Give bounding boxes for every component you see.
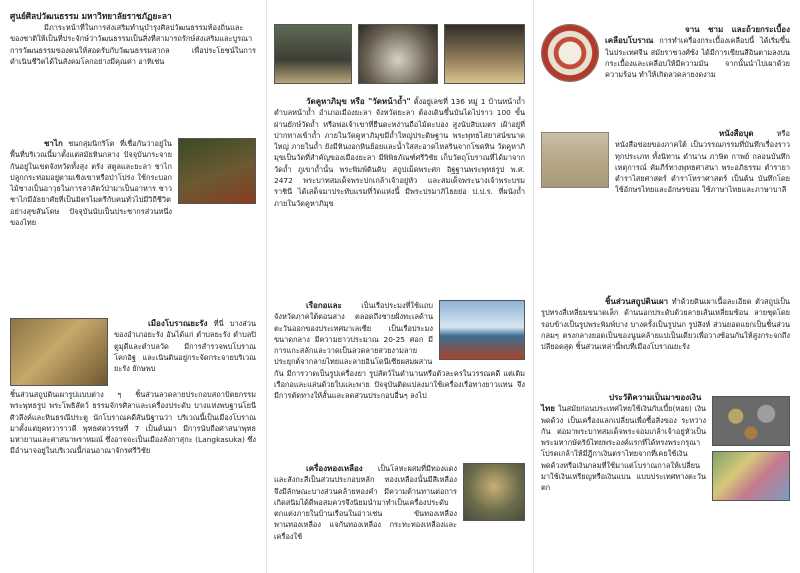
chao-text: ชนกลุ่มนิกริโต ที่เชื่อกันว่าอยู่ในพื้นที่บริเวณนี้มาตั้งแต่สมัยหินกลาง ปัจจุบันกระจายกันอยู่ในเขตจังหวัดทั้งสุง ตรัง สตูลและยะลา ชาไกปลูกกระท่อมอยู่ตามเชิงเขาหรือป่าโปร่ง ใช้กระบอกไม้ซางเป็นอาวุธในการล่าสัตว์ป่ามาเป็นอาหาร ชาวชาไกมีอัธยาศัยที่เป็นมิตรไมตรีกับคนทั่วไปมีวิถีชีวิตอย่างสุขสันโดษ ปัจจุบันนับเป็นประชากรส่วนหนึ่งของไทย xyxy=(10,139,172,228)
book-heading: หนังสือบุด xyxy=(719,129,754,138)
stupa-section xyxy=(541,296,790,352)
yarang-text-a: ที่นี่ บางส่วนของอำเภอยะรัง อันได้แก่ ตำบลยะรัง ตำบลปิตูมุดีและตำบลวัด มีการสำรวจพบโบราณโคกอิฐ และเนินดินอยู่กระจัดกระจายบริเวณยะรัง ยักษพบ xyxy=(114,319,256,374)
culture-center-title: ศูนย์ศิลปวัฒนธรรม มหาวิทยาลัยราชภัฏยะลา xyxy=(10,11,172,21)
wat-heading: วัดคูหาภิมุข หรือ "วัดหน้าถ้ำ" xyxy=(306,97,411,106)
boat-text: เป็นเรือประมงที่ใช้แถบจังหวัดภาคใต้ตอนล่าง ตลอดถึงชายฝั่งทะเลด้านตะวันออกของประเทศมาเลเซีย เป็นเรือประมงขนาดกลาง มีความยาวประมาณ 20-25 ศอก มีการแกะสลักและวาดเป็นลวดลายสวยงามลายประยุกต์จากลายไทยและลายอินโดนีเซียผสมผสานกัน มีการวาดเป็นรูปเครื่องยา รูปสัตว์ในตำนานหรือตัวละครในวรรณคดี แต่เดิมเรือกอและแล่นด้วยใบและพาย ปัจจุบันติดแปลงมาใช้เครื่องเรือทางยาวแทน จึงมีการตัดทางให้สั้นและลดส่วนประกอบอื่นๆ ลงไป xyxy=(274,301,525,401)
yarang-photo xyxy=(10,318,108,386)
chao-heading: ชาไก xyxy=(44,139,63,148)
chao-section xyxy=(10,138,256,228)
boat-section xyxy=(274,300,525,402)
brass-photo xyxy=(463,463,525,521)
ceramic-section xyxy=(541,24,790,85)
boat-heading: เรือกอและ xyxy=(306,301,342,310)
book-text: หรือหนังสือข่อยของภาคใต้ เป็นวรรณกรรมที่บันทึกเรื่องราวทุกประเภท ทั้งนิทาน ตำนาน ภาษิต กาพย์ กลอนบันทึกเหตุการณ์ คัมภีร์ทางพุทธศาสนา พระอภิธรรม ตำรายา ตำราไสยศาสตร์ ตำราโหราศาสตร์ เป็นต้น บันทึกโดยใช้อักษรไทยและอักษรขอม ใช้ภาษาไทยและภาษาบาลี xyxy=(615,129,790,195)
book-photo xyxy=(541,132,609,188)
coins-photo xyxy=(712,396,790,446)
column-middle xyxy=(266,0,533,573)
column-right xyxy=(533,0,800,573)
stupa-heading: ชิ้นส่วนสถูปดินเผา xyxy=(605,297,669,306)
money-heading: ประวัติความเป็นมาของเงินไทย xyxy=(541,393,702,414)
yarang-text-b: ชิ้นส่วนสถูปดินเผารูปแบบต่าง ๆ ชิ้นส่วนลวดลายประกอบสถาปัตยกรรม พระพุทธรูป พระโพธิสัตว์ ธรรมจักรศิลาและเครื่องประดับ บางแห่งพบฐานโยนีศิวลึงค์และหินธรณีประตู นักโบราณคดีสันนิฐานว่า บริเวณนี้เป็นเมืองโบราณมาตั้งแต่ยุคทวาราวดี พุทธศตวรรษที่ 7 เป็นต้นมา มีการนับถือศาสนาพุทธมหายานและศาสนาพราหมณ์ ซึ่งอาจจะเป็นเมืองลังกาสุกะ (Langkasuka) ซึ่งมีอำนาจอยู่ในบริเวณนี้ก่อนอาณาจักรศรีวิชัย xyxy=(10,390,256,456)
brass-section xyxy=(274,463,525,542)
boat-photo xyxy=(439,300,525,360)
banknotes-photo xyxy=(712,451,790,501)
brass-text: เป็นโลหะผสมที่มีทองแดงและสังกะสีเป็นส่วนประกอบหลัก ทองเหลืองนั้นมีสีเหลือง จึงมีลักษณะบางส่วนคล้ายทองคำ มีความต้านทานต่อการเกิดสนิมได้ดีพอสมควรจึงนิยมนำมาทำเป็นเครื่องประดับตกแต่งภายในบ้านเรือนในอ่าวเช่น ขันทองเหลือง พานทองเหลือง แจกันทองเหลือง กระทะทองเหลืองและเครื่องใช้ xyxy=(274,464,457,541)
money-section xyxy=(541,392,790,505)
column-left xyxy=(0,0,266,573)
culture-center-section xyxy=(10,10,256,67)
wat-photo-2 xyxy=(358,24,438,84)
wat-photo-strip xyxy=(274,24,525,87)
wat-photo-1 xyxy=(274,24,352,84)
wat-section xyxy=(274,96,525,209)
money-photos xyxy=(712,396,790,502)
book-section xyxy=(541,128,790,196)
yarang-section xyxy=(10,318,256,457)
wat-text: ตั้งอยู่เลขที่ 136 หมู่ 1 บ้านหน้าถ้ำ ตำบลหน้าถ้ำ อำเภอเมืองยะลา จังหวัดยะลา ต้องเดินขึ้นบันไดไปราว 100 ขั้น ผ่านยักษ์วัดถ้ำ หรือพ่อเจ้าเขาที่ยืนตะหง่านถือไม้ตะบอง สูงนับสิบเมตร เฝ้าอยู่ที่ปากทางเข้าถ้ำ ภายในวัดคูหาภิมุขมีถ้ำใหญ่ประดิษฐาน พระพุทธไสยาสน์ขนาดใหญ่ ภายในถ้ำ ยังมีหินงอกหินย้อยและน้ำใสสะอาดไหลรินจากโขดหิน วัดคูหาภิมุขเป็นวัดที่สำคัญของเมืองยะลา มีพิพิธภัณฑ์ศรีวิชัย เก็บวัตถุโบราณที่ได้มาจากวัดถ้ำ ภูเขาถ้ำนั้น พระพิมพ์ดินดิบ สถูปเม็ดพระศก อิฐฐานพระพุทธรูป พ.ศ. 2472 พระบาทสมเด็จพระปกเกล้าเจ้าอยู่หัว และสมเด็จพระนางเจ้าพระบรมราชินี ได้เสด็จมาประทับแรมที่วัดแห่งนี้ มีพระปรมาภิไธยย่อ ป.ป.ร. ที่ผนังถ้ำภายในวัดคูหาภิมุข xyxy=(274,97,526,208)
wat-photo-3 xyxy=(444,24,525,84)
chao-photo xyxy=(178,138,256,204)
culture-center-text: มีภาระหน้าที่ในการส่งเสริมทำนุบำรุงศิลปวัฒนธรรมท้องถิ่นและของชาติให้เป็นที่ประจักษ์ว่าวัฒนธรรมเป็นสิ่งที่สามารถรักษ์ส่งเสริมและบูรณาการวัฒนธรรมของตนให้สอดรับกับวัฒนธรรมสากล เพื่อประโยชน์ในการดำเนินชีวิตได้ในสังคมโลกอย่างมีคุณค่า อาทิเช่น xyxy=(10,23,256,66)
yarang-heading: เมืองโบราณยะรัง xyxy=(148,319,208,328)
brass-heading: เครื่องทองเหลือง xyxy=(306,464,363,473)
ceramic-text: การทำเครื่องกระเบื้องเคลือบนี้ ได้เริ่มขึ้นในประเทศจีน สมัยราชวงศ์ซ้ง ได้มีการเขียนสีอินตามลงบนกระเบื้องและเคลือบให้มีความมัน จากนั้นนำไปเผาด้วยความร้อน ทำให้เกิดลวดลายงดงาม xyxy=(605,36,790,80)
ceramic-plate-photo xyxy=(541,24,599,82)
stupa-text: ทำด้วยดินเผาเนื้อละเอียด ตัวสถูปเป็นรูปทรงสี่เหลี่ยมขนาดเล็ก ด้านนอกประดับด้วยลายเส้นเหลี่ยมซ้อน ลายชุดโดยรอบข้างเป็นรูปพระพิมพ์บาง บางครั้งเป็นรูปนก รูปสิงห์ ส่วนยอดแยกเป็นชิ้นส่วนกลมๆ ตรงกลางยอดเป็นของนูนคล้ายแปเป็นเดียวเพื่อวางซ้อนกันให้สูงกระจกถึงปลียอดสุด ชิ้นส่วนเหล่านี้พบที่เมืองโบราณยะรัง xyxy=(541,297,790,352)
ceramic-heading: จาน ชาม และถ้วยกระเบื้องเคลือบโบราณ xyxy=(605,25,790,46)
money-text: ในสมัยก่อนประเทศไทยใช้เงินกับเบี้ย(หอย) เงินพดด้วง เป็นเครื่องแลกเปลี่ยนเพื่อซื้อสิ่งของ ระหว่างกัน ต่อมาพระบาทสมเด็จพระจอมเกล้าเจ้าอยู่หัวเป็นพระมหากษัตริย์ไทยพระองค์แรกที่ได้ทรงพระกรุณาโปรดเกล้าให้มีฎีกาเงินตราไทยจากที่เคยใช้เงินพดด้วงหรือเงินกลมที่ใช้มาแต่โบราณกาลให้เปลี่ยนมาใช้เงินเหรียญหรือเงินแบน แบบประเทศทางตะวันตก xyxy=(541,404,706,493)
